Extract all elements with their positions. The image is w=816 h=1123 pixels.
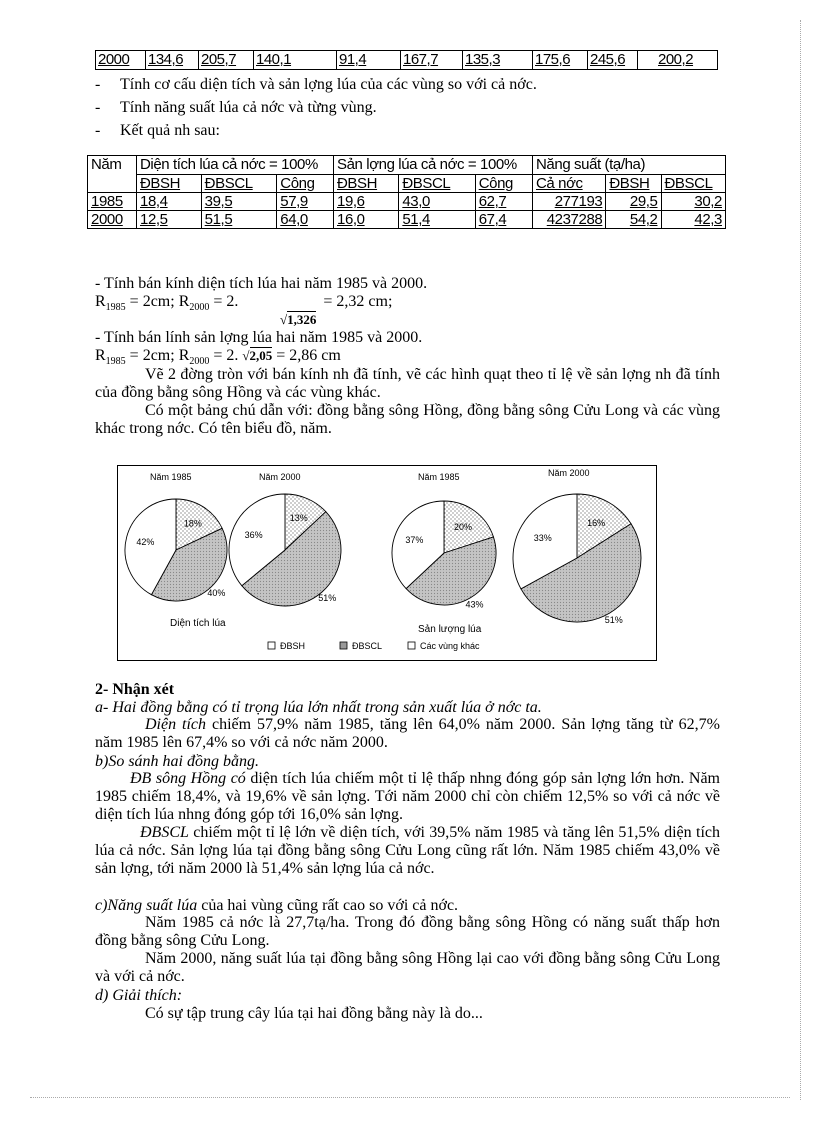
pie-label-dbscl: 51% — [604, 615, 623, 625]
cell: 42,3 — [661, 211, 726, 229]
paragraph: ĐBSCL chiếm một tỉ lệ lớn về diện tích, với 39,5% năm 1985 và tăng lên 51,5% diện tích lúa cả nớc. Sản lợng lúa tại đồng bằng sông Cửu Long cũng rất lớn. Năm 1985 chiếm 43,0% về sản lợng, tới năm 2000 là 51,4% sản lợng lúa cả nớc. — [95, 824, 720, 877]
legend-swatch-dbscl — [340, 642, 347, 649]
cell: 167,7 — [400, 51, 462, 69]
sqrt-1326: √1,326 — [280, 312, 317, 327]
legend-dbsh: ĐBSH — [280, 641, 306, 651]
paragraph: Vẽ 2 đờng tròn với bán kính nh đã tính, vẽ các hình quạt theo tỉ lệ về sản lợng nh đã tính của đồng bằng sông Hồng và các vùng khác. — [95, 366, 720, 401]
pie-label-dbsh: 13% — [289, 513, 308, 524]
subheader: Công — [277, 174, 334, 193]
header-yield: Năng suất (tạ/ha) — [533, 156, 726, 175]
label-area-1985: Năm 1985 — [150, 472, 192, 482]
legend-swatch-other — [408, 642, 415, 649]
cell: 205,7 — [198, 51, 253, 69]
table-row — [88, 193, 726, 211]
cell: 277193 — [533, 193, 606, 211]
cell: 1985 — [88, 193, 137, 211]
cell: 140,1 — [253, 51, 336, 69]
paragraph: Có sự tập trung cây lúa tại hai đồng bằng này là do... — [145, 1005, 483, 1022]
table-row — [88, 211, 726, 229]
cell: 54,2 — [606, 211, 661, 229]
cell: 134,6 — [145, 51, 198, 69]
cell: 57,9 — [277, 193, 334, 211]
label-area-2000: Năm 2000 — [259, 472, 301, 482]
page-border-bottom — [30, 1097, 790, 1098]
pie-label-other: 37% — [405, 535, 424, 546]
cell: 43,0 — [399, 193, 475, 211]
calc-line: $R_{1985} = 2cm$; $R_{2000} = 2$. = 2,32 cm; — [95, 293, 393, 314]
pie-label-other: 36% — [244, 530, 263, 541]
title-area: Diện tích lúa — [170, 618, 226, 629]
cell: 2000 — [88, 211, 137, 229]
cell: 30,2 — [661, 193, 726, 211]
cell: 51,5 — [201, 211, 277, 229]
bullet-line: - Kết quả nh sau: — [95, 122, 220, 139]
paragraph: ĐB sông Hồng có diện tích lúa chiếm một tỉ lệ thấp nhng đóng góp sản lợng lớn hơn. Năm 1985 chiếm 18,4%, và 19,6% về sản lợng. Tới năm 2000 chỉ còn chiếm 12,5% so với cả nớc về diện tích lúa nhng đóng góp tới 16,0% sản lợng. — [95, 770, 720, 823]
pie-label-dbsh: 16% — [587, 518, 606, 529]
cell: 91,4 — [336, 51, 400, 69]
subheader: Công — [475, 174, 532, 193]
subheader: ĐBSCL — [661, 174, 726, 193]
pie-chart-figure — [117, 465, 657, 661]
calc-line: - Tính bán lính sản lợng lúa hai năm 1985 và 2000. — [95, 329, 423, 346]
subheading-a: a- Hai đồng bằng có tỉ trọng lúa lớn nhất trong sản xuất lúa ở nớc ta. — [95, 699, 542, 716]
subheader: ĐBSCL — [399, 174, 475, 193]
cell: 67,4 — [475, 211, 532, 229]
paragraph: Năm 2000, năng suất lúa tại đồng bằng sông Hồng lại cao với đồng bằng sông Cửu Long và với cả nớc. — [95, 950, 720, 985]
pie-charts-svg — [118, 466, 658, 662]
pie-label-dbscl: 40% — [207, 588, 226, 598]
header-production: Sản lợng lúa cả nớc = 100% — [334, 156, 533, 175]
subheading-d: d) Giải thích: — [95, 987, 183, 1004]
pie-label-dbsh: 18% — [183, 518, 202, 529]
paragraph: Diện tích chiếm 57,9% năm 1985, tăng lên 64,0% năm 2000. Sản lợng tăng từ 62,7% năm 1985 lên 67,4% so với cả nớc năm 2000. — [95, 716, 720, 751]
pie-label-other: 33% — [533, 532, 552, 543]
subheading-c: c)Năng suất lúa của hai vùng cũng rất cao so với cả nớc. — [95, 897, 459, 914]
label-prod-2000: Năm 2000 — [548, 468, 590, 478]
paragraph: Có một bảng chú dẫn với: đồng bằng sông Hồng, đồng bằng sông Cửu Long và các vùng khác trong nớc. Có tên biểu đồ, năm. — [95, 402, 720, 437]
legend-other: Các vùng khác — [420, 641, 480, 651]
bullet-line: - Tính cơ cấu diện tích và sản lợng lúa của các vùng so với cả nớc. — [95, 76, 537, 93]
calc-line: $R_{1985} = 2cm$; $R_{2000} = 2$. √2,05 = 2,86 cm — [95, 347, 341, 368]
subheader: ĐBSH — [606, 174, 661, 193]
subheader: ĐBSH — [137, 174, 202, 193]
pie-label-other: 42% — [136, 537, 155, 548]
title-prod: Sản lượng lúa — [418, 624, 482, 635]
subheading-b: b)So sánh hai đồng bằng. — [95, 753, 259, 770]
pie-label-dbscl: 43% — [465, 599, 484, 610]
header-year: Năm — [88, 156, 137, 193]
subheader: ĐBSCL — [201, 174, 277, 193]
legend-dbscl: ĐBSCL — [352, 641, 383, 651]
cell: 39,5 — [201, 193, 277, 211]
cell: 16,0 — [334, 211, 399, 229]
cell: 29,5 — [606, 193, 661, 211]
legend-swatch-dbsh — [268, 642, 275, 649]
paragraph: Năm 1985 cả nớc là 27,7tạ/ha. Trong đó đồng bằng sông Hồng có năng suất thấp hơn đồng bằng sông Cửu Long. — [95, 914, 720, 949]
cell: 19,6 — [334, 193, 399, 211]
cell: 62,7 — [475, 193, 532, 211]
cell: 175,6 — [532, 51, 587, 69]
cell: 245,6 — [587, 51, 637, 69]
page-border-right — [800, 20, 801, 1100]
cell: 200,2 — [637, 51, 718, 69]
cell: 2000 — [95, 51, 145, 69]
cell: 51,4 — [399, 211, 475, 229]
header-area: Diện tích lúa cả nớc = 100% — [137, 156, 334, 175]
label-prod-1985: Năm 1985 — [418, 472, 460, 482]
table-row-2000-fragment — [95, 50, 718, 70]
bullet-line: - Tính năng suất lúa cả nớc và từng vùng. — [95, 99, 377, 116]
subheader: Cả nớc — [533, 174, 606, 193]
results-table — [87, 155, 726, 229]
cell: 135,3 — [462, 51, 532, 69]
cell: 64,0 — [277, 211, 334, 229]
pie-label-dbsh: 20% — [453, 521, 473, 532]
subheader: ĐBSH — [334, 174, 399, 193]
calc-line: - Tính bán kính diện tích lúa hai năm 1985 và 2000. — [95, 275, 428, 292]
section-heading: 2- Nhận xét — [95, 681, 175, 698]
cell: 4237288 — [533, 211, 606, 229]
pie-label-dbscl: 51% — [318, 593, 337, 603]
cell: 18,4 — [137, 193, 202, 211]
cell: 12,5 — [137, 211, 202, 229]
